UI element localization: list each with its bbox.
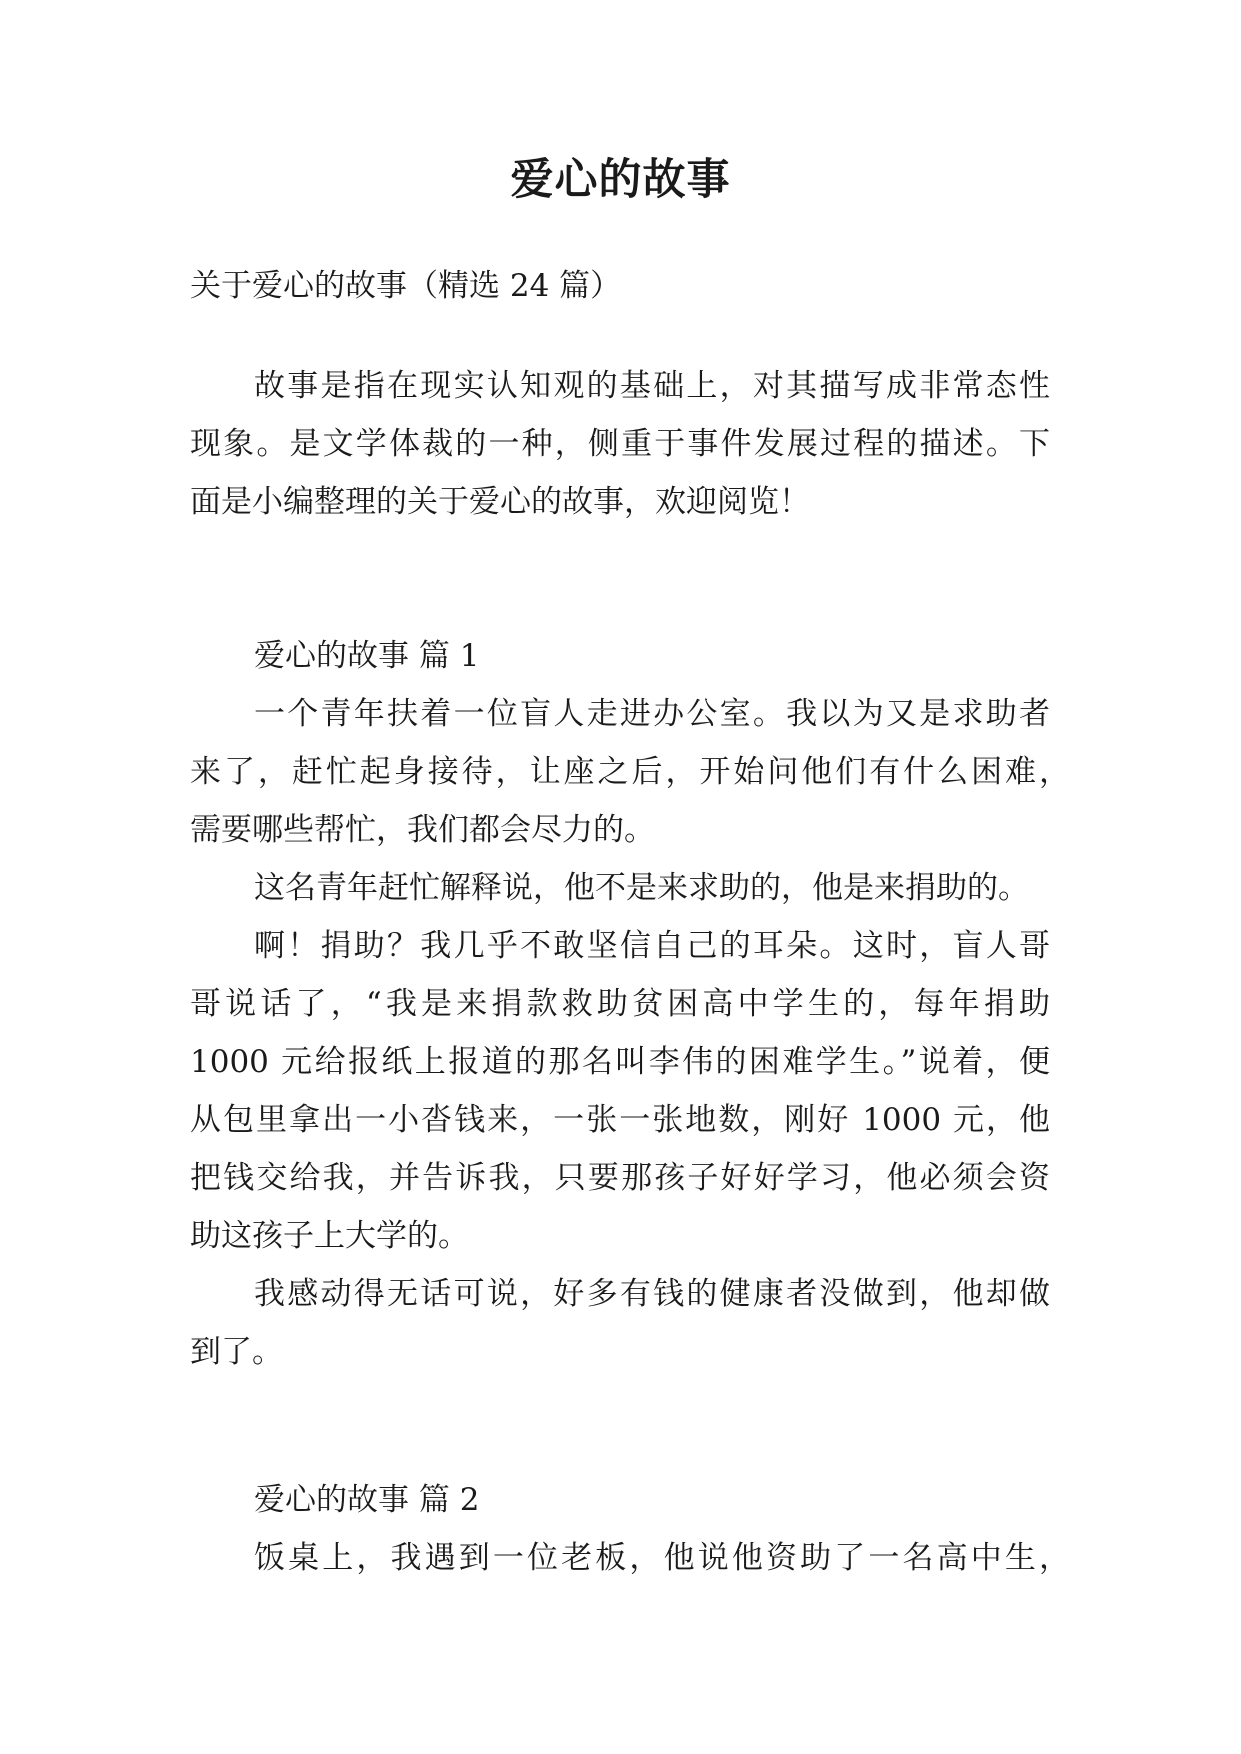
section-line: 到了。 bbox=[190, 1334, 283, 1370]
section-heading: 爱心的故事 篇 2 bbox=[254, 1482, 480, 1518]
intro-line: 现象。是文学体裁的一种，侧重于事件发展过程的描述。下 bbox=[190, 426, 1050, 462]
section-heading: 爱心的故事 篇 1 bbox=[254, 638, 480, 674]
section-line: 这名青年赶忙解释说，他不是来求助的，他是来捐助的。 bbox=[254, 870, 1029, 906]
section-line: 把钱交给我，并告诉我，只要那孩子好好学习，他必须会资 bbox=[190, 1160, 1050, 1196]
document-subtitle: 关于爱心的故事（精选 24 篇） bbox=[190, 268, 622, 304]
document-title: 爱心的故事 bbox=[510, 155, 731, 205]
section-line: 哥说话了，“我是来捐款救助贫困高中学生的，每年捐助 bbox=[190, 986, 1050, 1022]
section-line: 1000 元给报纸上报道的那名叫李伟的困难学生。”说着，便 bbox=[190, 1044, 1050, 1080]
section-line: 助这孩子上大学的。 bbox=[190, 1218, 469, 1254]
section-line: 需要哪些帮忙，我们都会尽力的。 bbox=[190, 812, 655, 848]
section-line: 啊！捐助？我几乎不敢坚信自己的耳朵。这时，盲人哥 bbox=[254, 928, 1050, 964]
section-line: 一个青年扶着一位盲人走进办公室。我以为又是求助者 bbox=[254, 696, 1050, 732]
intro-line: 故事是指在现实认知观的基础上，对其描写成非常态性 bbox=[254, 368, 1050, 404]
section-line: 来了，赶忙起身接待，让座之后，开始问他们有什么困难， bbox=[190, 754, 1070, 790]
section-line: 我感动得无话可说，好多有钱的健康者没做到，他却做 bbox=[254, 1276, 1050, 1312]
intro-line: 面是小编整理的关于爱心的故事，欢迎阅览！ bbox=[190, 484, 810, 520]
section-line: 饭桌上，我遇到一位老板，他说他资助了一名高中生， bbox=[254, 1540, 1070, 1576]
section-line: 从包里拿出一小沓钱来，一张一张地数，刚好 1000 元，他 bbox=[190, 1102, 1050, 1138]
